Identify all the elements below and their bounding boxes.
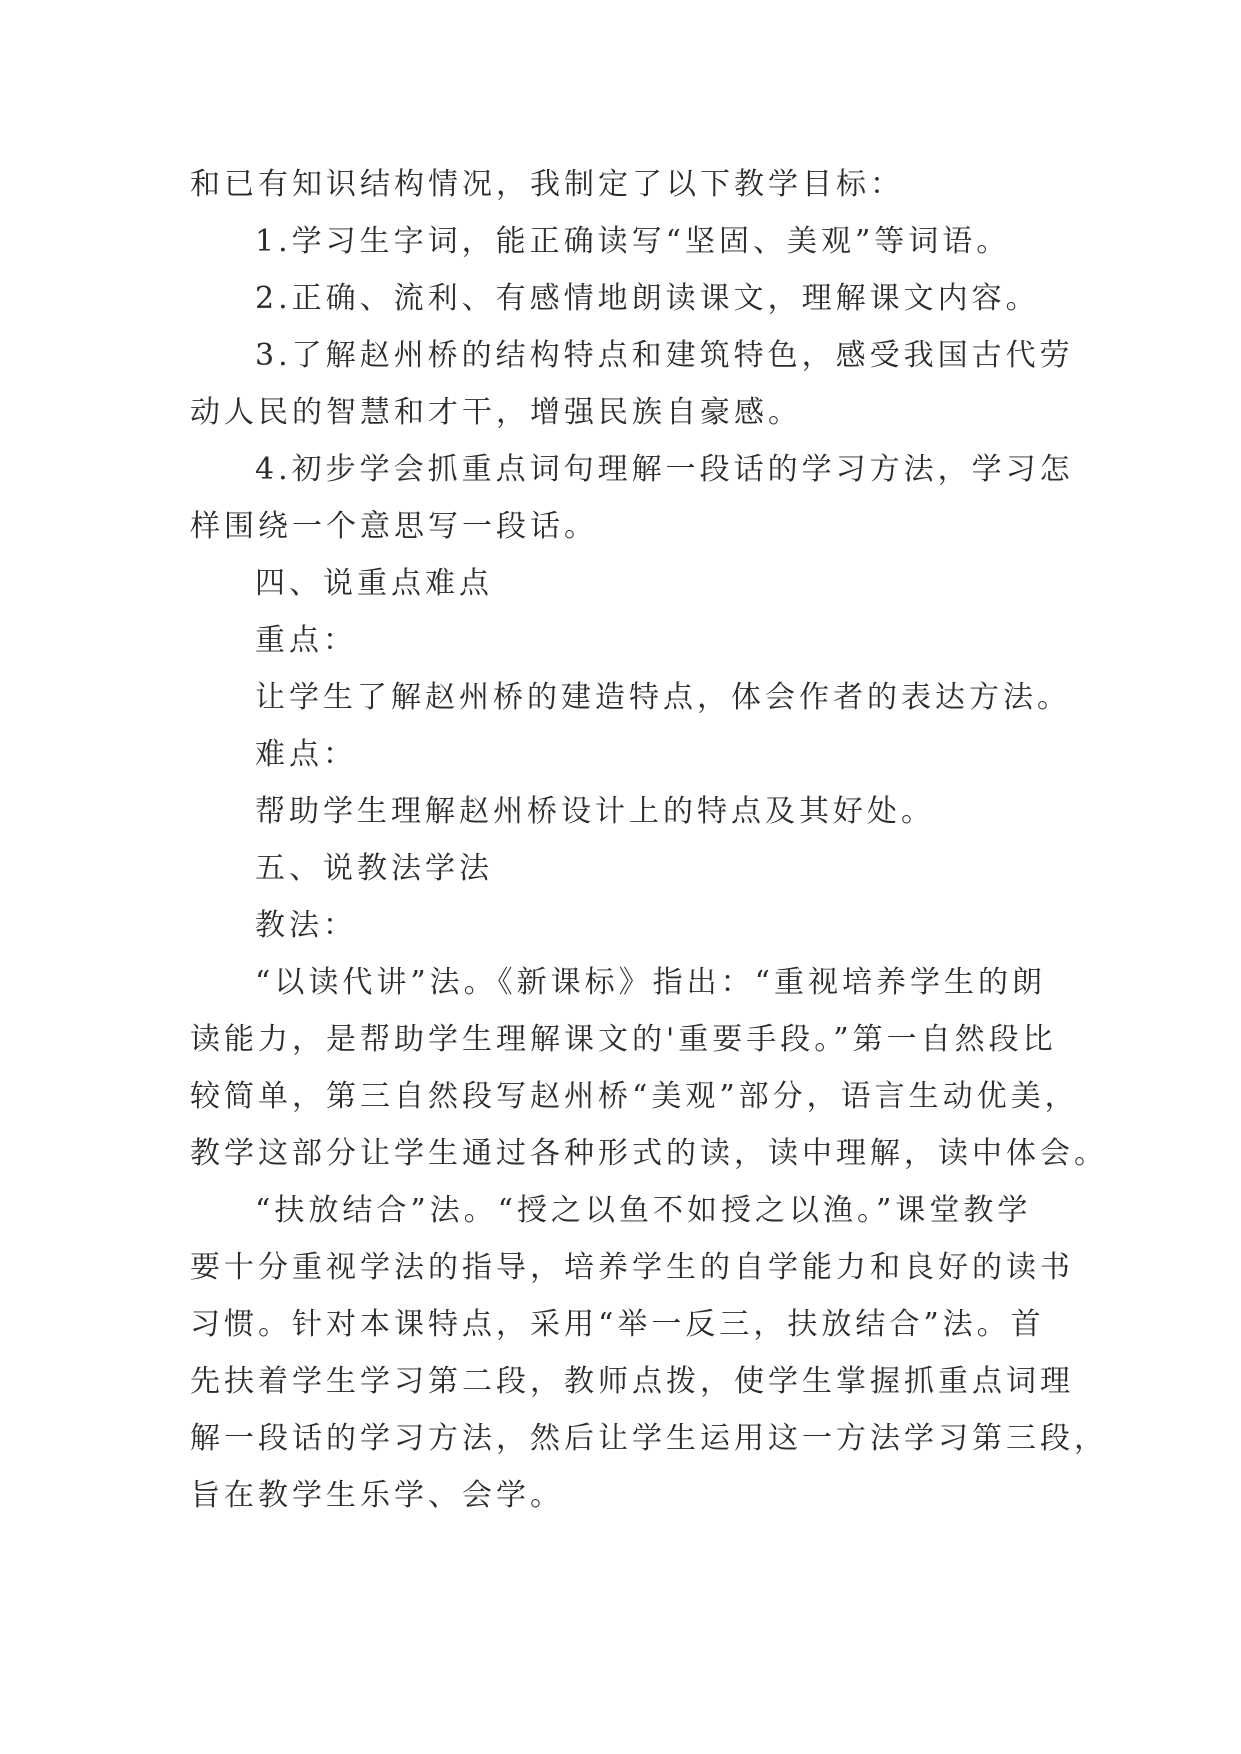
text-line: 习惯。针对本课特点，采用“举一反三，扶放结合”法。首 (190, 1307, 1045, 1342)
text-line: 读能力，是帮助学生理解课文的'重要手段。”第一自然段比 (190, 1022, 1057, 1057)
text-line: 4.初步学会抓重点词句理解一段话的学习方法，学习怎 (255, 452, 1074, 487)
text-line: 教学这部分让学生通过各种形式的读，读中理解，读中体会。 (190, 1136, 1108, 1171)
section-heading: 四、说重点难点 (255, 566, 493, 601)
text-line: 2.正确、流利、有感情地朗读课文，理解课文内容。 (255, 281, 1040, 316)
text-line: 旨在教学生乐学、会学。 (190, 1478, 564, 1513)
text-line: 帮助学生理解赵州桥设计上的特点及其好处。 (255, 794, 935, 829)
text-line: 1.学习生字词，能正确读写“坚固、美观”等词语。 (255, 224, 1011, 259)
text-line: 和已有知识结构情况，我制定了以下教学目标： (190, 167, 904, 202)
text-line: 较简单，第三自然段写赵州桥“美观”部分，语言生动优美， (190, 1079, 1079, 1114)
text-line: “以读代讲”法。《新课标》指出：“重视培养学生的朗 (255, 965, 1047, 1000)
text-line: “扶放结合”法。“授之以鱼不如授之以渔。”课堂教学 (255, 1193, 1032, 1228)
text-line: 解一段话的学习方法，然后让学生运用这一方法学习第三段， (190, 1421, 1108, 1456)
text-line: 样围绕一个意思写一段话。 (190, 509, 598, 544)
text-line: 3.了解赵州桥的结构特点和建筑特色，感受我国古代劳 (255, 338, 1074, 373)
text-line: 先扶着学生学习第二段，教师点拨，使学生掌握抓重点词理 (190, 1364, 1074, 1399)
text-line: 动人民的智慧和才干，增强民族自豪感。 (190, 395, 802, 430)
text-line: 要十分重视学法的指导，培养学生的自学能力和良好的读书 (190, 1250, 1074, 1285)
subheading: 重点： (255, 623, 357, 658)
subheading: 教法： (255, 908, 357, 943)
section-heading: 五、说教法学法 (255, 851, 493, 886)
subheading: 难点： (255, 737, 357, 772)
text-line: 让学生了解赵州桥的建造特点，体会作者的表达方法。 (255, 680, 1071, 715)
